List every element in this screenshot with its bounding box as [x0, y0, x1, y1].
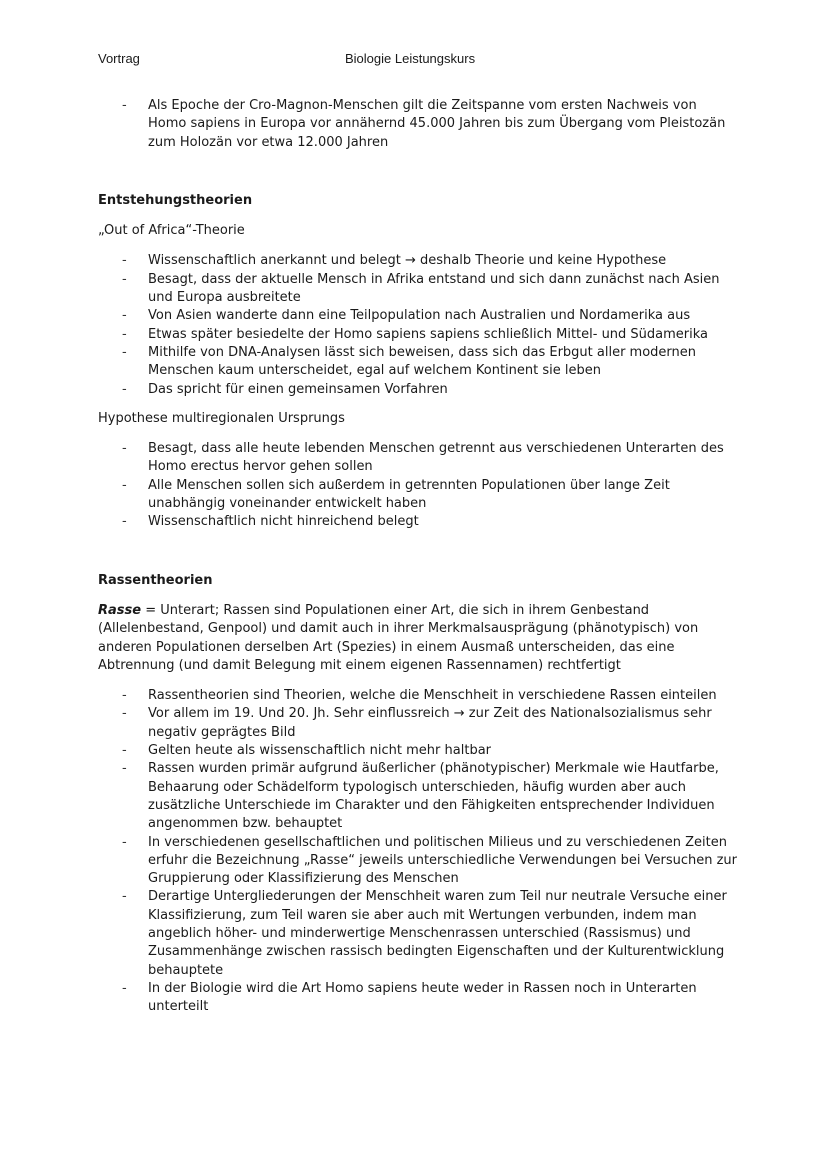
intro-list: [98, 97, 738, 152]
subheading-multiregional: Hypothese multiregionalen Ursprungs: [98, 410, 345, 426]
out-of-africa-list: [98, 252, 738, 398]
list-item: - Alle Menschen sollen sich außerdem in getrennten Populationen über lange Zeit unabhängig voneinander entwickelt haben: [98, 477, 738, 514]
section-heading-rassen: Rassentheorien: [98, 572, 213, 588]
list-item: - In der Biologie wird die Art Homo sapiens heute weder in Rassen noch in Unterarten unterteilt: [98, 980, 738, 1017]
definition-paragraph: [98, 602, 738, 675]
definition-text: = Unterart; Rassen sind Populationen einer Art, die sich in ihrem Genbestand (Allelenbestand, Genpool) und damit auch in ihrer Merkmalsausprägung (phänotypisch) von anderen Populationen derselben Art (Spezies) in einem Ausmaß unterscheiden, das eine Abtrennung (und damit Belegung mit einem eigenen Rassennamen) rechtfertigt: [98, 602, 699, 673]
multiregional-list: [98, 440, 738, 531]
list-item: - Besagt, dass der aktuelle Mensch in Afrika entstand und sich dann zunächst nach Asien und Europa ausbreitete: [98, 271, 738, 308]
list-item: - Etwas später besiedelte der Homo sapiens sapiens schließlich Mittel- und Südamerika: [98, 326, 738, 344]
list-item: - Gelten heute als wissenschaftlich nicht mehr haltbar: [98, 742, 738, 760]
section-heading-entstehung: Entstehungstheorien: [98, 192, 253, 208]
list-item: - Besagt, dass alle heute lebenden Menschen getrennt aus verschiedenen Unterarten des Homo erectus hervor gehen sollen: [98, 440, 738, 477]
list-item: - In verschiedenen gesellschaftlichen und politischen Milieus und zu verschiedenen Zeiten erfuhr die Bezeichnung „Rasse“ jeweils unterschiedliche Verwendungen bei Versuchen zur Gruppierung oder Klassifizierung des Menschen: [98, 834, 738, 889]
list-item: - Als Epoche der Cro-Magnon-Menschen gilt die Zeitspanne vom ersten Nachweis von Homo sapiens in Europa vor annähernd 45.000 Jahren bis zum Übergang vom Pleistozän zum Holozän vor etwa 12.000 Jahren: [98, 97, 738, 152]
list-item: - Derartige Untergliederungen der Menschheit waren zum Teil nur neutrale Versuche einer Klassifizierung, zum Teil waren sie aber auch mit Wertungen verbunden, indem man angeblich höher- und minderwertige Menschenrassen unterschied (Rassismus) und Zusammenhänge zwischen rassisch bedingten Eigenschaften und der Kulturentwicklung behauptete: [98, 888, 738, 979]
header-left: Vortrag: [98, 51, 140, 66]
subheading-out-of-africa: „Out of Africa“-Theorie: [98, 223, 245, 239]
header-title: Biologie Leistungskurs: [345, 51, 476, 66]
list-item: - Mithilfe von DNA-Analysen lässt sich beweisen, dass sich das Erbgut aller modernen Menschen kaum unterscheidet, egal auf welchem Kontinent sie leben: [98, 344, 738, 381]
list-item: - Wissenschaftlich anerkannt und belegt → deshalb Theorie und keine Hypothese: [98, 252, 738, 270]
list-item: - Das spricht für einen gemeinsamen Vorfahren: [98, 381, 738, 399]
definition-term: Rasse: [98, 602, 142, 618]
list-item: - Wissenschaftlich nicht hinreichend belegt: [98, 513, 738, 531]
document-body: [98, 97, 738, 1016]
rassen-list: [98, 687, 738, 1016]
list-item: - Von Asien wanderte dann eine Teilpopulation nach Australien und Nordamerika aus: [98, 307, 738, 325]
list-item: - Vor allem im 19. Und 20. Jh. Sehr einflussreich → zur Zeit des Nationalsozialismus sehr negativ geprägtes Bild: [98, 705, 738, 742]
list-item: - Rassentheorien sind Theorien, welche die Menschheit in verschiedene Rassen einteilen: [98, 687, 738, 705]
list-item: - Rassen wurden primär aufgrund äußerlicher (phänotypischer) Merkmale wie Hautfarbe, Behaarung oder Schädelform typologisch unterschieden, häufig wurden aber auch zusätzliche Unterschiede im Charakter und den Fähigkeiten entsprechender Individuen angenommen bzw. behauptet: [98, 760, 738, 833]
